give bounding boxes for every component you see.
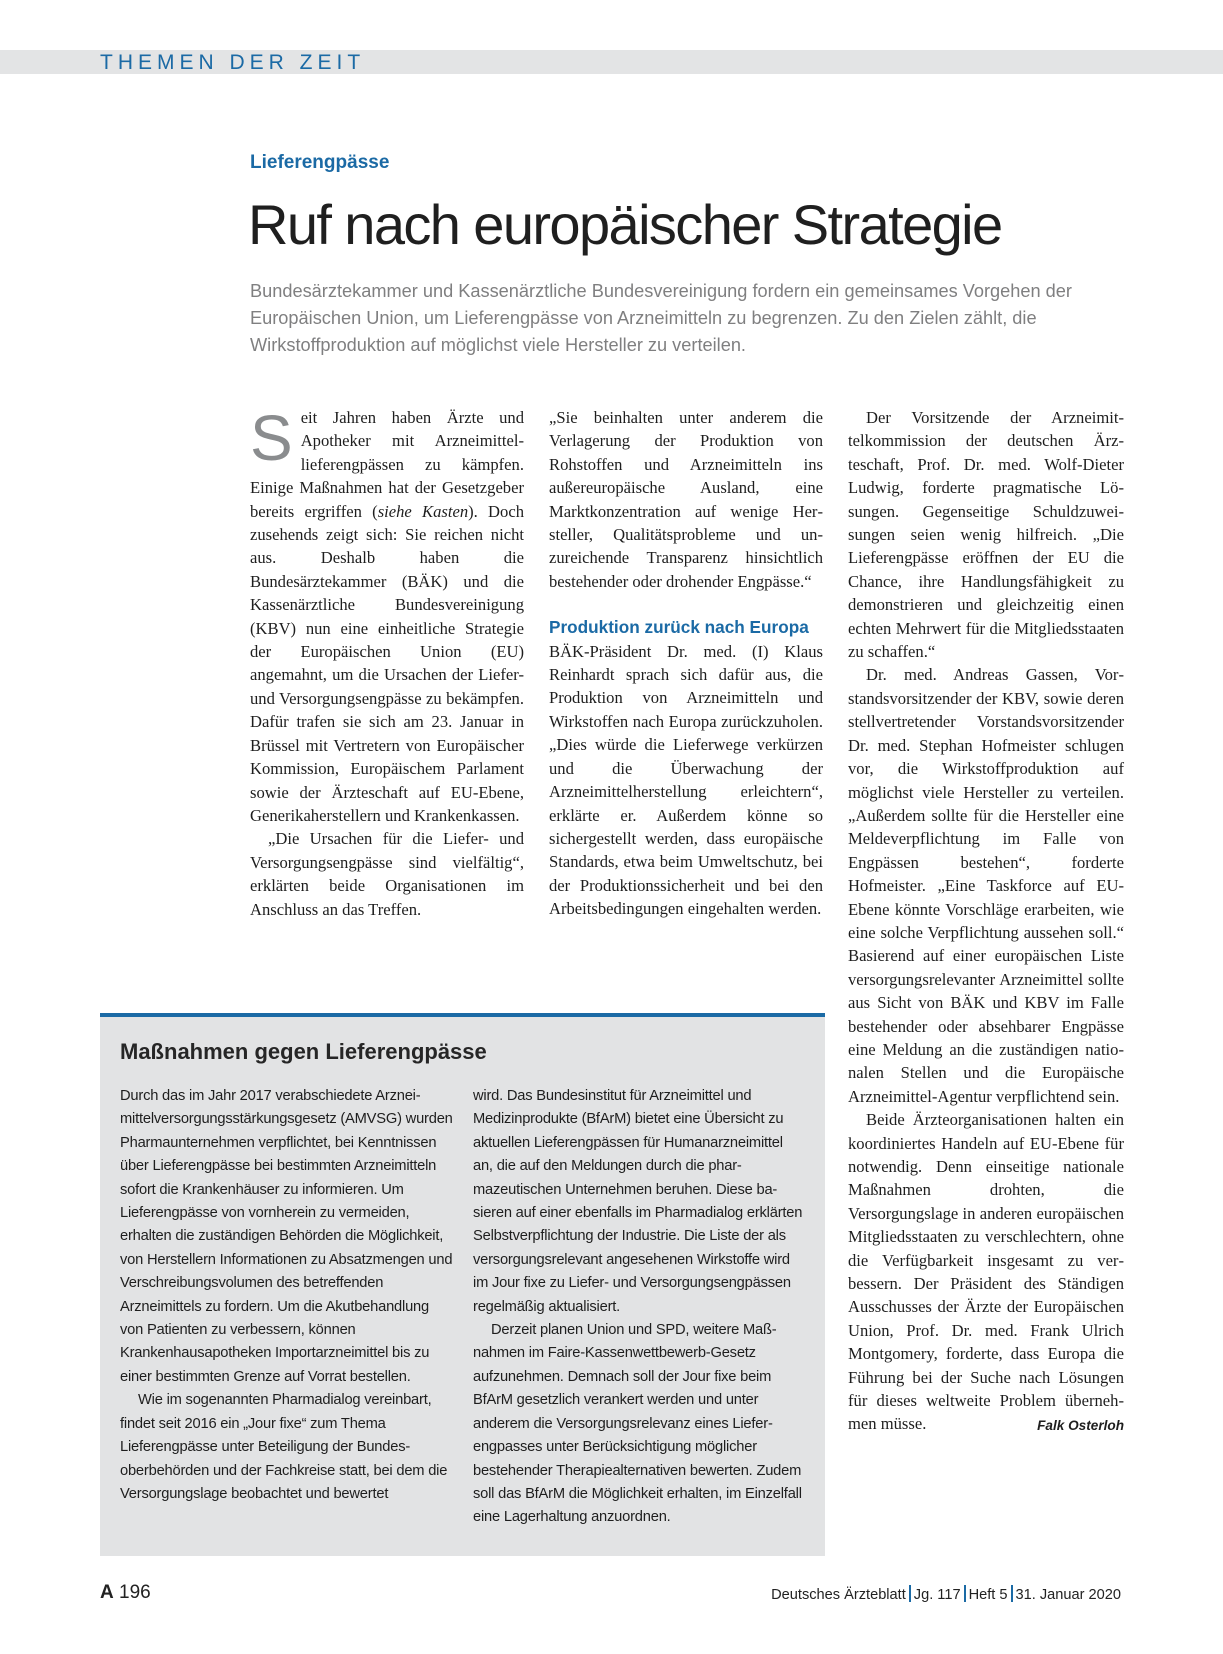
article-column-3 [848, 406, 1124, 1438]
issue-info [771, 1585, 1121, 1603]
section-label: THEMEN DER ZEIT [100, 51, 366, 74]
article-headline: Ruf nach europäischer Strategie [248, 193, 1002, 256]
paragraph-text: Beide Ärzteorganisationen halten ein koordiniertes Handeln auf EU-Ebene für notwendig. Denn einseitige nationale Maßnahmen drohten, die Versorgungslage in anderen europäischen Mitgliedsstaaten zu verschlechtern, ohne die Verfügbarkeit insgesamt zu verbessern. Der Präsident des Ständigen Ausschusses der Ärzte der Europäischen Union, Prof. Dr. med. Frank Ulrich Montgomery, forderte, dass Europa die Führung bei der Suche nach Lösungen für dieses weltweite Problem übernehmen müsse. [848, 1110, 1124, 1434]
separator [909, 1585, 911, 1602]
separator [964, 1585, 966, 1602]
journal-name: Deutsches Ärzteblatt [771, 1587, 906, 1603]
info-box [100, 1013, 825, 1556]
folio-letter: A [100, 1582, 114, 1603]
article-paragraph: Der Vorsitzende der Arzneimittelkommission der deutschen Ärzteschaft, Prof. Dr. med. Wolf-Dieter Ludwig, forderte pragmatische Lösungen. Gegenseitige Schuldzuweisungen seien wenig hilfreich. „Die Lieferengpässe eröffnen der EU die Chance, ihre Handlungsfähigkeit zu demonstrieren und gleichzeitig einen echten Mehrwert für die Mitgliedsstaaten zu schaffen.“ [848, 408, 1124, 662]
article-paragraph [848, 1108, 1124, 1436]
paragraph-text: eit Jahren haben Ärzte und Apotheker mit Arzneimittellieferengpässen zu kämpfen. Einige Maßnahmen hat der Gesetzgeber bereits ergriffen ( [250, 408, 524, 521]
info-box-paragraph: Durch das im Jahr 2017 verabschiedete Arzneimittelversorgungsstärkungsgesetz (AMVSG) wurden Pharmaunternehmen verpflichtet, bei Kenntnissen über Lieferengpässe bei bestimmten Arzneimitteln sofort die Krankenhäuser zu informieren. Um Lieferengpässe von vornherein zu vermeiden, erhalten die zuständigen Behörden die Möglichkeit, von Herstellern Informationen zu Absatzmengen und Verschreibungsvolumen des betreffenden Arzneimittels zu fordern. Um die Akutbehandlung von Patienten zu verbessern, können Krankenhausapotheken Importarzneimittel bis zu einer bestimmten Grenze auf Vorrat bestellen. [120, 1088, 453, 1385]
info-box-column-1 [120, 1085, 453, 1506]
article-lead: Bundesärztekammer und Kassenärztliche Bundesvereinigung fordern ein gemeinsames Vorgehen der Europäischen Union, um Lieferengpässe von Arzneimitteln zu begrenzen. Zu den Zielen zählt, die Wirkstoffproduktion auf möglichst viele Hersteller zu verteilen. [250, 281, 1072, 355]
page-number: 196 [119, 1582, 151, 1603]
article-paragraph: Dr. med. Andreas Gassen, Vorstandsvorsitzender der KBV, sowie deren stellvertretender Vorstandsvorsitzender Dr. med. Stephan Hofmeister schlugen vor, die Wirkstoffproduktion auf möglichst viele Hersteller zu verteilen. „Außerdem sollte für die Hersteller eine Meldeverpflichtung im Falle von Engpässen bestehen“, forderte Hofmeister. „Eine Taskforce auf EU-Ebene könnte Vorschläge erarbeiten, wie eine solche Verpflichtung aussehen soll.“ Basierend auf einer europäischen Liste versorgungsrelevanter Arzneimittel sollte aus Sicht von BÄK und KBV im Falle bestehender oder absehbarer Engpässe eine Meldung an die zuständigen nationalen Stellen und die Europäische Arzneimittel-Agentur verpflichtend sein. [848, 665, 1124, 1106]
info-box-column-2 [473, 1085, 806, 1530]
info-box-title: Maßnahmen gegen Lieferengpässe [120, 1039, 487, 1064]
article-paragraph: „Sie beinhalten unter anderem die Verlagerung der Produktion von Rohstoffen und Arzneimitteln ins außereuropäische Ausland, eine Marktkonzentration auf wenige Hersteller, Qualitätsprobleme und unzureichende Transparenz hinsichtlich bestehender oder drohender Engpässe.“ [549, 408, 823, 591]
article-paragraph: BÄK-Präsident Dr. med. (I) Klaus Reinhardt sprach sich dafür aus, die Produktion von Arzneimitteln und Wirkstoffen nach Europa zurückzuholen. „Dies würde die Lieferwege verkürzen und die Überwachung der Arzneimittelherstellung erleichtern“, erklärte er. Außerdem könne so sichergestellt werden, dass europäische Standards, etwa beim Umweltschutz, bei der Produktionssicherheit und bei den Arbeitsbedingungen eingehalten werden. [549, 641, 823, 919]
info-box-paragraph: wird. Das Bundesinstitut für Arzneimittel und Medizinprodukte (BfArM) bietet eine Übersicht zu aktuellen Lieferengpässen für Humanarzneimittel an, die auf den Meldungen durch die pharmazeutischen Unternehmen beruhen. Diese basieren auf einer ebenfalls im Pharmadialog erklärten Selbstverpflichtung der Industrie. Die Liste der als versorgungsrelevant angesehenen Wirkstoffe wird im Jour fixe zu Liefer- und Versorgungsengpässen regelmäßig aktualisiert. [473, 1088, 803, 1315]
page-folio [100, 1582, 151, 1604]
article-author: Falk Osterloh [1037, 1418, 1124, 1434]
article-kicker: Lieferengpässe [250, 152, 390, 173]
article-paragraph: „Die Ursachen für die Liefer- und Versorgungsengpässe sind vielfältig“, erklärten beide Organisationen im Anschluss an das Treffen. [250, 829, 524, 919]
box-reference: siehe Kasten [377, 501, 469, 521]
info-box-paragraph: Wie im sogenannten Pharmadialog vereinbart, findet seit 2016 ein „Jour fixe“ zum Thema Lieferengpässe unter Beteiligung der Bundesoberbehörden und der Fachkreise statt, bei dem die Versorgungslage beobachtet und bewertet [120, 1392, 448, 1502]
paragraph-text: ). Doch zusehends zeigt sich: Sie reichen nicht aus. Deshalb haben die Bundesärztekammer (BÄK) und die Kassenärztliche Bundesvereinigung (KBV) nun eine einheitliche Strategie der Europäischen Union (EU) angemahnt, um die Ursachen der Liefer- und Versorgungsengpässe zu bekämpfen. Dafür trafen sie sich am 23. Januar in Brüssel mit Vertretern von Europäischer Kommission, Europäischem Parlament sowie der Ärzteschaft auf EU-Ebene, Generikaherstellern und Krankenkassen. [250, 501, 524, 825]
separator [1011, 1585, 1013, 1602]
journal-volume: Jg. 117 [913, 1587, 961, 1603]
article-column-2 [549, 406, 823, 921]
article-column-1 [250, 402, 524, 921]
journal-issue: Heft 5 [968, 1587, 1008, 1603]
article-paragraph [250, 402, 524, 827]
article-subhead: Produktion zurück nach Europa [549, 617, 809, 638]
issue-date: 31. Januar 2020 [1015, 1587, 1121, 1603]
drop-cap: S [250, 402, 293, 474]
info-box-paragraph: Derzeit planen Union und SPD, weitere Maßnahmen im Faire-Kassenwettbewerb-Gesetz aufzunehmen. Demnach soll der Jour fixe beim BfArM gesetzlich verankert werden und unter anderem die Versorgungsrelevanz eines Lieferengpasses unter Berücksichtigung möglicher bestehender Therapiealternativen bewerten. Zudem soll das BfArM die Möglichkeit erhalten, im Einzelfall eine Lagerhaltung anzuordnen. [473, 1322, 802, 1526]
